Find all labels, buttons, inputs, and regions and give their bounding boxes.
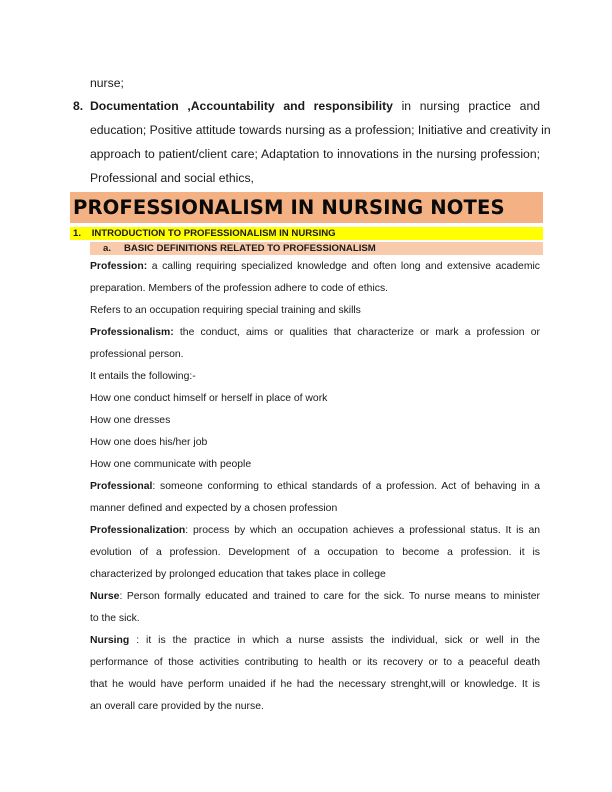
list-item-8-line4: Professional and social ethics,	[90, 171, 254, 185]
definition-professional-line1	[90, 480, 540, 494]
definition-text: : Person formally educated and trained to care for the sick. To nurse means to minister	[119, 591, 540, 602]
how-line: How one does his/her job	[90, 437, 208, 448]
term-professionalization: Professionalization	[90, 525, 186, 536]
definition-nurse-line2: to the sick.	[90, 613, 140, 624]
list-item-8-line1	[90, 98, 540, 114]
term-profession: Profession:	[90, 261, 148, 272]
continuation-text: nurse;	[90, 76, 124, 90]
how-line: How one dresses	[90, 415, 171, 426]
definition-text: : process by which an occupation achieves a professional status. It is an	[185, 525, 540, 536]
list-number-8: 8.	[73, 99, 84, 113]
list-item-8-bold: Documentation ,Accountability and responsibility	[90, 99, 393, 113]
subsection-title: BASIC DEFINITIONS RELATED TO PROFESSIONALISM	[124, 243, 376, 254]
definition-nursing-line4: an overall care provided by the nurse.	[90, 701, 264, 712]
entails-line: It entails the following:-	[90, 371, 196, 382]
list-item-8-line3: approach to patient/client care; Adaptation to innovations in the nursing profession;	[90, 147, 540, 161]
definition-nursing-line2: performance of those activities contributing to health or its recovery or to a peaceful death	[90, 657, 540, 668]
subsection-letter: a.	[103, 243, 112, 254]
section-title: INTRODUCTION TO PROFESSIONALISM IN NURSING	[91, 228, 336, 239]
definition-nursing-line3: that he would have perform unaided if he had the necessary strenght,will or knowledge. It is	[90, 679, 540, 690]
definition-text: : someone conforming to ethical standards of a profession. Act of behaving in a	[152, 481, 540, 492]
definition-professionalism-line2: professional person.	[90, 349, 184, 360]
page-title: PROFESSIONALISM IN NURSING NOTES	[73, 196, 505, 219]
list-item-8-line1-rest: in nursing practice and	[392, 99, 540, 113]
definition-professional-line2: manner defined and expected by a chosen profession	[90, 503, 338, 514]
section-number: 1.	[73, 228, 82, 239]
definition-nursing-line1	[90, 634, 540, 648]
refers-line: Refers to an occupation requiring special training and skills	[90, 305, 361, 316]
how-line: How one communicate with people	[90, 459, 252, 470]
definition-text: a calling requiring specialized knowledge and often long and extensive academic	[147, 261, 540, 272]
term-professional: Professional	[90, 481, 153, 492]
definition-text: the conduct, aims or qualities that characterize or mark a profession or	[173, 327, 540, 338]
definition-professionalization-line2: evolution of a profession. Development of a occupation to become a profession. it is	[90, 547, 540, 558]
definition-profession-line2: preparation. Members of the profession adhere to code of ethics.	[90, 283, 389, 294]
definition-nurse-line1	[90, 590, 540, 604]
list-item-8-line2: education; Positive attitude towards nursing as a profession; Initiative and creativity in	[90, 123, 551, 137]
term-professionalism: Professionalism:	[90, 327, 174, 338]
definition-professionalization-line3: characterized by prolonged education that takes place in college	[90, 569, 386, 580]
section-heading	[73, 227, 336, 240]
term-nurse: Nurse	[90, 591, 120, 602]
definition-text: : it is the practice in which a nurse assists the individual, sick or well in the	[129, 635, 540, 646]
term-nursing: Nursing	[90, 635, 130, 646]
how-line: How one conduct himself or herself in place of work	[90, 393, 328, 404]
heading-banner	[70, 192, 543, 223]
definition-professionalization-line1	[90, 524, 540, 538]
definition-professionalism-line1	[90, 326, 540, 340]
definition-profession-line1	[90, 260, 540, 274]
